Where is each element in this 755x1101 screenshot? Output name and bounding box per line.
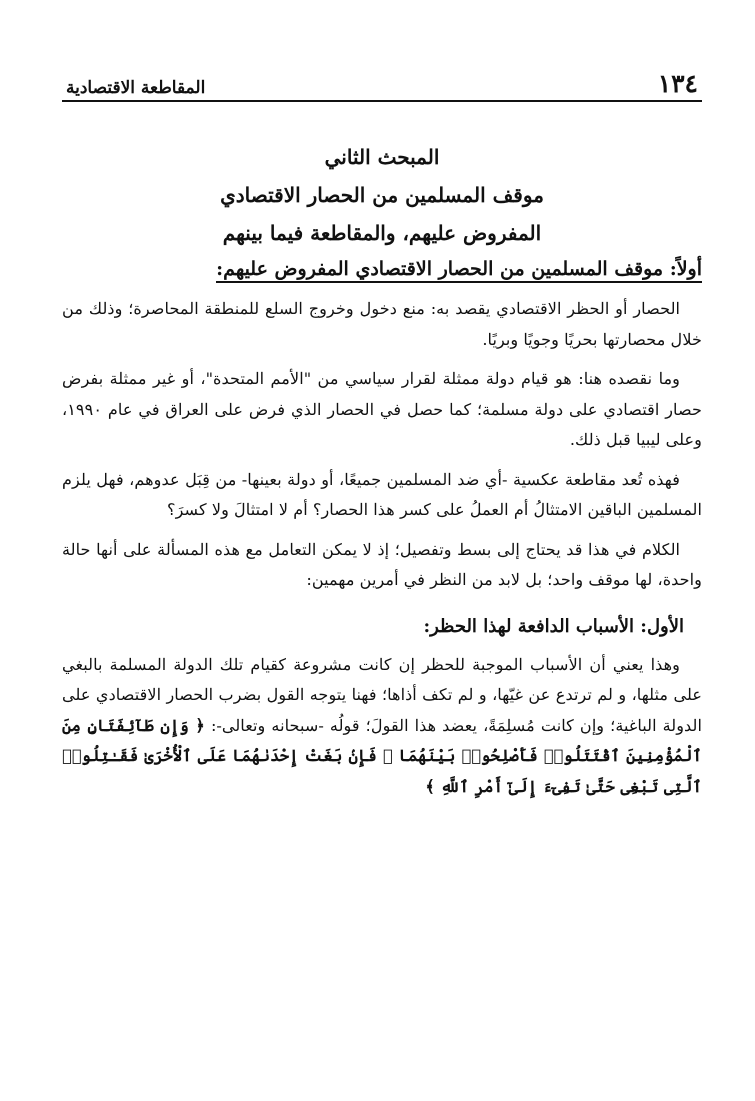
section-heading <box>62 138 702 252</box>
subheading-first <box>62 254 702 284</box>
paragraph-two-matters: الكلام في هذا قد يحتاج إلى بسط وتفصيل؛ إذ لا يمكن التعامل مع هذه المسألة على أنها حالة واحدة، لها موقف واحد؛ بل لابد من النظر في أمرين مهمين: <box>62 539 702 589</box>
running-header <box>62 64 702 102</box>
book-page <box>62 64 702 811</box>
page-number: ١٣٤ <box>657 69 698 98</box>
paragraph-definition: الحصار أو الحظر الاقتصادي يقصد به: منع دخول وخروج السلع للمنطقة المحاصرة؛ وذلك من خلال محصارتها بحريًا وجويًا وبريًا. <box>62 299 702 349</box>
section-heading-line-3: المفروض عليهم، والمقاطعة فيما بينهم <box>222 221 542 245</box>
subheading-causes: الأول: الأسباب الدافعة لهذا الحظر: <box>423 615 684 637</box>
paragraph-reverse-boycott: فهذه تُعد مقاطعة عكسية -أي ضد المسلمين جميعًا، أو دولة بعينها- من قِبَل عدوهم، فهل يلزم المسلمين الباقين الامتثالُ أم العملُ على كسر هذا الحصار؟ أم لا امتثالَ ولا كسرَ؟ <box>62 469 702 519</box>
section-heading-line-1: المبحث الثاني <box>324 145 440 169</box>
section-heading-line-2: موقف المسلمين من الحصار الاقتصادي <box>220 183 544 207</box>
quran-verse: ﴿ وَإِن طَآئِفَتَانِ مِنَ ٱلْمُؤْمِنِينَ ٱقْتَتَلُوا۟ فَأَصْلِحُوا۟ بَيْنَهُمَا ۖ فَإِنۢ بَغَتْ إِحْدَىٰهُمَا عَلَى ٱلْأُخْرَىٰ فَقَـٰتِلُوا۟ ٱلَّتِى تَبْغِى حَتَّىٰ تَفِىٓءَ إِلَىٰٓ أَمْرِ ٱللَّهِ ﴾ <box>62 715 702 796</box>
paragraph-intent: وما نقصده هنا: هو قيام دولة ممثلة لقرار سياسي من "الأمم المتحدة"، أو غير ممثلة بفرض حصار اقتصادي على دولة مسلمة؛ كما حصل في الحصار الذي فرض على العراق في عام ١٩٩٠، وعلى ليبيا قبل ذلك. <box>62 369 702 449</box>
subheading-first-text: أولاً: موقف المسلمين من الحصار الاقتصادي المفروض عليهم: <box>216 258 702 283</box>
paragraph-causes <box>62 650 702 803</box>
paragraph-causes-text: وهذا يعني أن الأسباب الموجبة للحظر إن كانت مشروعة كقيام تلك الدولة المسلمة بالبغي على مثلها، و لم ترتدع عن غيّها، و لم تكف أذاها؛ فهنا يتوجه القول بضرب الحصار الاقتصادي على الدولة الباغية؛ وإن كانت مُسلِمَةً، يعضد هذا القولَ؛ قولُه -سبحانه وتعالى-: <box>62 654 702 735</box>
book-title: المقاطعة الاقتصادية <box>66 78 206 98</box>
